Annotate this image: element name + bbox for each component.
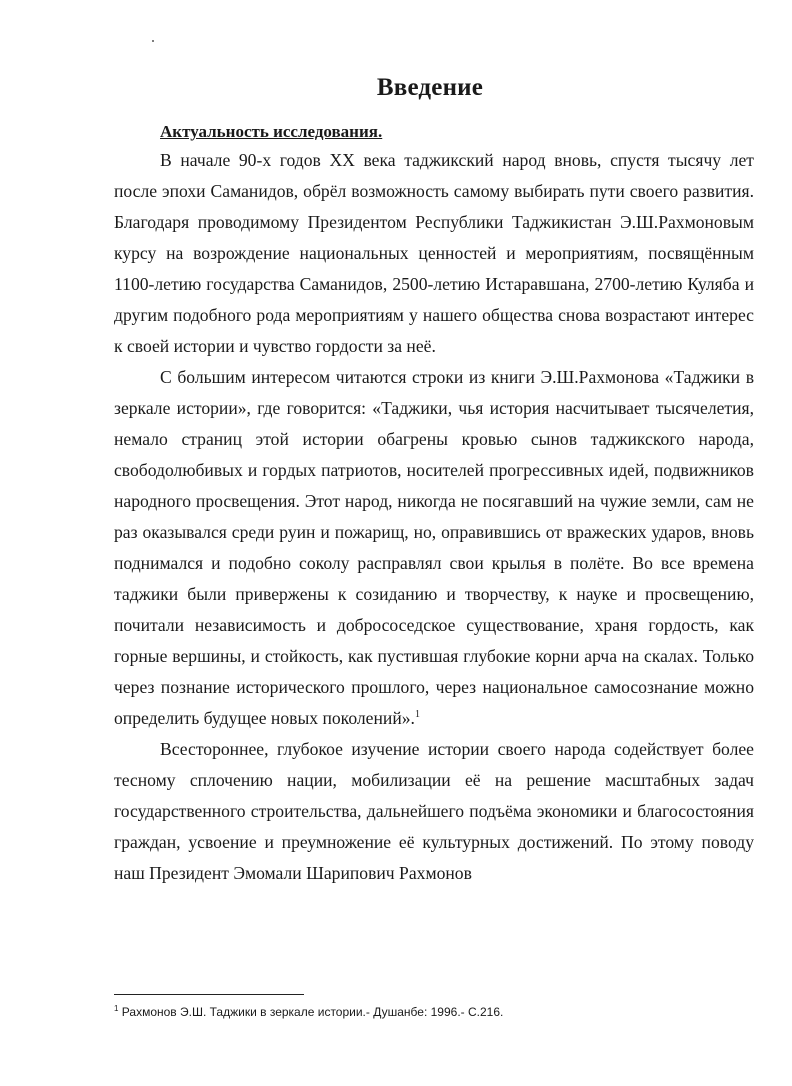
paragraph-2-text: С большим интересом читаются строки из книги Э.Ш.Рахмонова «Таджики в зеркале истории», где говорится: «Таджики, чья история насчитывает тысячелетия, немало страниц этой истории обагрены кровью сынов таджикского народа, свободолюбивых и гордых патриотов, носителей прогрессивных идей, подвижников народного просвещения. Этот народ, никогда не посягавший на чужие земли, сам не раз оказывался среди руин и пожарищ, но, оправившись от вражеских ударов, вновь поднимался и подобно соколу расправлял свои крылья в полёте. Во все времена таджики были привержены к созиданию и творчеству, к науке и просвещению, почитали независимость и добрососедское существование, храня гордость, как горные вершины, и стойкость, как пустившая глубокие корни арча на скалах. Только через познание исторического прошлого, через национальное самосознание можно определить будущее новых поколений». [114,367,754,728]
paragraph-2 [114,362,754,734]
footnote-text: Рахмонов Э.Ш. Таджики в зеркале истории.- Душанбе: 1996.- С.216. [121,1005,504,1019]
paragraph-3-text: Всестороннее, глубокое изучение истории своего народа содействует более тесному сплочению нации, мобилизации её на решение масштабных задач государственного строительства, дальнейшего подъёма экономики и благосостояния граждан, усвоение и преумножение её культурных достижений. По этому поводу наш Президент Эмомали Шарипович Рахмонов [114,739,754,883]
paragraph-3 [114,734,754,889]
body-text [114,145,754,889]
paragraph-1 [114,145,754,362]
footnote-reference: 1 [414,709,420,721]
footnote-divider [114,994,304,995]
footnote [114,1001,754,1020]
footnote-marker: 1 [114,1004,119,1013]
page-title: Введение [376,74,484,101]
scan-artifact [152,40,154,42]
paragraph-1-text: В начале 90-х годов XX века таджикский народ вновь, спустя тысячу лет после эпохи Саманидов, обрёл возможность самому выбирать пути своего развития. Благодаря проводимому Президентом Республики Таджикистан Э.Ш.Рахмоновым курсу на возрождение национальных ценностей и мероприятиям, посвящённым 1100-летию государства Саманидов, 2500-летию Истаравшана, 2700-летию Куляба и другим подобного рода мероприятиям у нашего общества снова возрастают интерес к своей истории и чувство гордости за неё. [114,150,754,356]
section-heading: Актуальность исследования. [160,122,383,141]
